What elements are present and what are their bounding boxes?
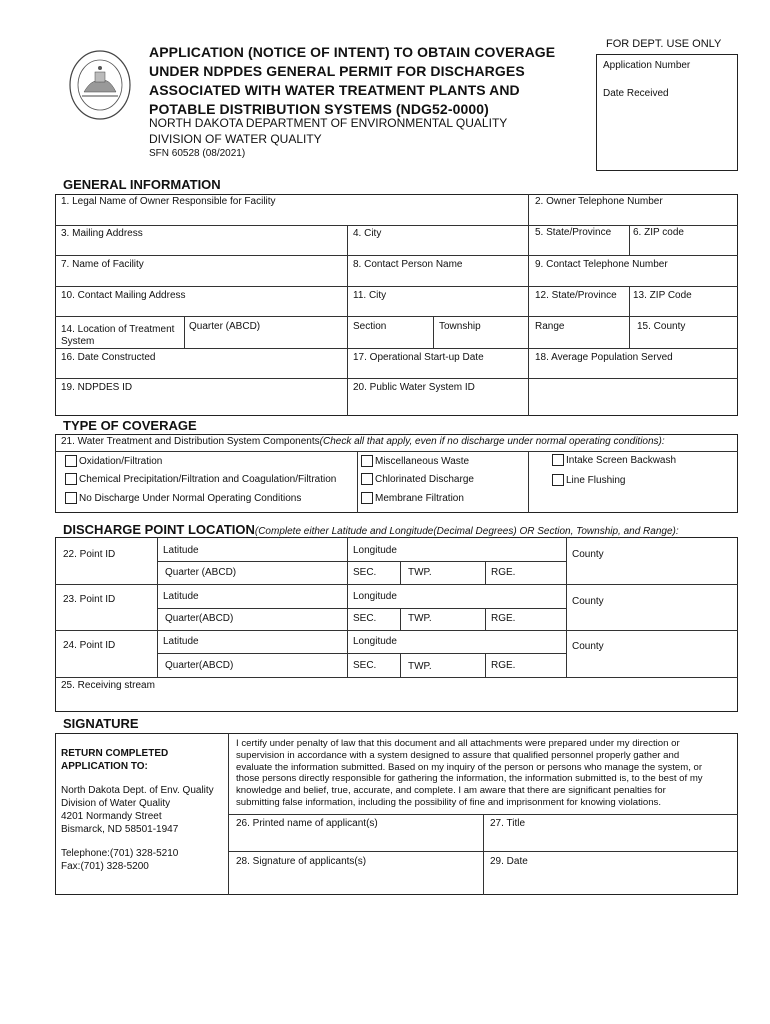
telephone-line: Telephone:(701) 328-5210	[61, 848, 179, 859]
checkbox-membrane-filtration[interactable]	[361, 492, 373, 504]
section-heading-coverage: TYPE OF COVERAGE	[63, 418, 197, 433]
field-receiving-stream[interactable]: 25. Receiving stream	[61, 680, 155, 691]
field-owner-name[interactable]: 1. Legal Name of Owner Responsible for Facility	[61, 196, 276, 207]
address-line: Division of Water Quality	[61, 798, 171, 809]
field-range[interactable]: Range	[535, 321, 565, 332]
field-mailing-address[interactable]: 3. Mailing Address	[61, 228, 143, 239]
field-sec[interactable]: SEC.	[353, 660, 377, 671]
field-population[interactable]: 18. Average Population Served	[535, 352, 673, 363]
checkbox-label: Line Flushing	[566, 475, 626, 486]
checkbox-label: Oxidation/Filtration	[79, 456, 163, 467]
form-title-line: UNDER NDPDES GENERAL PERMIT FOR DISCHARGES	[149, 63, 525, 79]
field-signature[interactable]: 28. Signature of applicants(s)	[236, 856, 367, 867]
field-ndpdes-id[interactable]: 19. NDPDES ID	[61, 382, 133, 393]
field-state[interactable]: 5. State/Province	[535, 227, 612, 238]
field-zip[interactable]: 6. ZIP code	[633, 227, 684, 238]
field-date-constructed[interactable]: 16. Date Constructed	[61, 352, 156, 363]
return-label-2: APPLICATION TO:	[61, 761, 148, 772]
checkbox-chemical-precipitation[interactable]	[65, 473, 77, 485]
field-rge[interactable]: RGE.	[491, 613, 516, 624]
division-name: DIVISION OF WATER QUALITY	[149, 132, 322, 146]
field-longitude[interactable]: Longitude	[353, 591, 397, 602]
checkbox-label: Miscellaneous Waste	[375, 456, 470, 467]
field-county[interactable]: County	[572, 641, 604, 652]
field-contact-address[interactable]: 10. Contact Mailing Address	[61, 290, 186, 301]
field-quarter[interactable]: Quarter (ABCD)	[165, 567, 237, 578]
date-received-label: Date Received	[603, 88, 669, 99]
field-longitude[interactable]: Longitude	[353, 636, 397, 647]
address-line: 4201 Normandy Street	[61, 811, 162, 822]
checkbox-label: Chlorinated Discharge	[375, 474, 474, 485]
checkbox-oxidation-filtration[interactable]	[65, 455, 77, 467]
field-printed-name[interactable]: 26. Printed name of applicant(s)	[236, 818, 378, 829]
field-latitude[interactable]: Latitude	[163, 545, 199, 556]
application-number-label: Application Number	[603, 60, 691, 71]
field-quarter[interactable]: Quarter(ABCD)	[165, 613, 234, 624]
field-facility-name[interactable]: 7. Name of Facility	[61, 259, 144, 270]
field-components-label: 21. Water Treatment and Distribution System Components(Check all that apply, even if no discharge under normal operating conditions):	[61, 436, 665, 447]
field-quarter[interactable]: Quarter(ABCD)	[165, 660, 234, 671]
field-title[interactable]: 27. Title	[490, 818, 526, 829]
form-number: SFN 60528 (08/2021)	[149, 148, 246, 159]
field-township[interactable]: Township	[439, 321, 481, 332]
field-twp[interactable]: TWP.	[408, 613, 432, 624]
field-twp[interactable]: TWP.	[408, 567, 432, 578]
field-contact-city[interactable]: 11. City	[353, 290, 387, 301]
field-point-id[interactable]: 23. Point ID	[63, 594, 116, 605]
department-name: NORTH DAKOTA DEPARTMENT OF ENVIRONMENTAL QUALITY	[149, 116, 508, 130]
section-heading-general: GENERAL INFORMATION	[63, 177, 221, 192]
field-point-id[interactable]: 24. Point ID	[63, 640, 116, 651]
field-startup-date[interactable]: 17. Operational Start-up Date	[353, 352, 484, 363]
checkbox-label: Intake Screen Backwash	[566, 455, 677, 466]
field-quarter[interactable]: Quarter (ABCD)	[189, 321, 261, 332]
dept-use-label: FOR DEPT. USE ONLY	[606, 38, 722, 50]
checkbox-label: Membrane Filtration	[375, 493, 464, 504]
field-date[interactable]: 29. Date	[490, 856, 528, 867]
checkbox-label: Chemical Precipitation/Filtration and Coagulation/Filtration	[79, 474, 337, 485]
section-heading-signature: SIGNATURE	[63, 716, 139, 731]
field-county[interactable]: County	[572, 549, 604, 560]
checkbox-chlorinated-discharge[interactable]	[361, 473, 373, 485]
address-line: Bismarck, ND 58501-1947	[61, 824, 179, 835]
field-section[interactable]: Section	[353, 321, 387, 332]
field-rge[interactable]: RGE.	[491, 660, 516, 671]
checkbox-label: No Discharge Under Normal Operating Conditions	[79, 493, 302, 504]
checkbox-intake-screen-backwash[interactable]	[552, 454, 564, 466]
form-title-line: ASSOCIATED WITH WATER TREATMENT PLANTS AND	[149, 82, 520, 98]
field-county[interactable]: County	[572, 596, 604, 607]
field-pws-id[interactable]: 20. Public Water System ID	[353, 382, 475, 393]
field-latitude[interactable]: Latitude	[163, 636, 199, 647]
field-rge[interactable]: RGE.	[491, 567, 516, 578]
state-seal-logo	[68, 48, 132, 122]
field-contact-phone[interactable]: 9. Contact Telephone Number	[535, 259, 668, 270]
field-contact-state[interactable]: 12. State/Province	[535, 290, 617, 301]
field-twp[interactable]: TWP.	[408, 661, 432, 672]
checkbox-miscellaneous-waste[interactable]	[361, 455, 373, 467]
field-point-id[interactable]: 22. Point ID	[63, 549, 116, 560]
field-longitude[interactable]: Longitude	[353, 545, 397, 556]
field-contact-name[interactable]: 8. Contact Person Name	[353, 259, 463, 270]
certification-statement: I certify under penalty of law that this document and all attachments were prepared under my direction or supervision in accordance with a system designed to assure that qualified personnel properly gather and evaluate the information submitted. Based on my inquiry of the person or persons who manage the system, or those persons directly responsible for gathering the information, the information submitted is, to the best of my knowledge and belief, true, accurate, and complete. I am aware that there are significant penalties for submitting false information, including the possibility of fine and imprisonment for knowing violations.	[236, 738, 703, 808]
field-county[interactable]: 15. County	[637, 321, 686, 332]
form-title-line: APPLICATION (NOTICE OF INTENT) TO OBTAIN COVERAGE	[149, 44, 556, 60]
checkbox-line-flushing[interactable]	[552, 474, 564, 486]
field-owner-phone[interactable]: 2. Owner Telephone Number	[535, 196, 663, 207]
field-location-label-2: System	[61, 336, 95, 347]
form-title-line: POTABLE DISTRIBUTION SYSTEMS (NDG52-0000)	[149, 101, 489, 117]
fax-line: Fax:(701) 328-5200	[61, 861, 149, 872]
field-contact-zip[interactable]: 13. ZIP Code	[633, 290, 692, 301]
field-city[interactable]: 4. City	[353, 228, 382, 239]
checkbox-no-discharge[interactable]	[65, 492, 77, 504]
field-location-label: 14. Location of Treatment	[61, 324, 175, 335]
field-latitude[interactable]: Latitude	[163, 591, 199, 602]
field-sec[interactable]: SEC.	[353, 613, 377, 624]
section-heading-discharge: DISCHARGE POINT LOCATION(Complete either Latitude and Longitude(Decimal Degrees) OR Section, Township, and Range):	[63, 522, 679, 537]
dept-use-box	[596, 54, 738, 171]
address-line: North Dakota Dept. of Env. Quality	[61, 785, 214, 796]
return-label: RETURN COMPLETED	[61, 748, 169, 759]
field-sec[interactable]: SEC.	[353, 567, 377, 578]
